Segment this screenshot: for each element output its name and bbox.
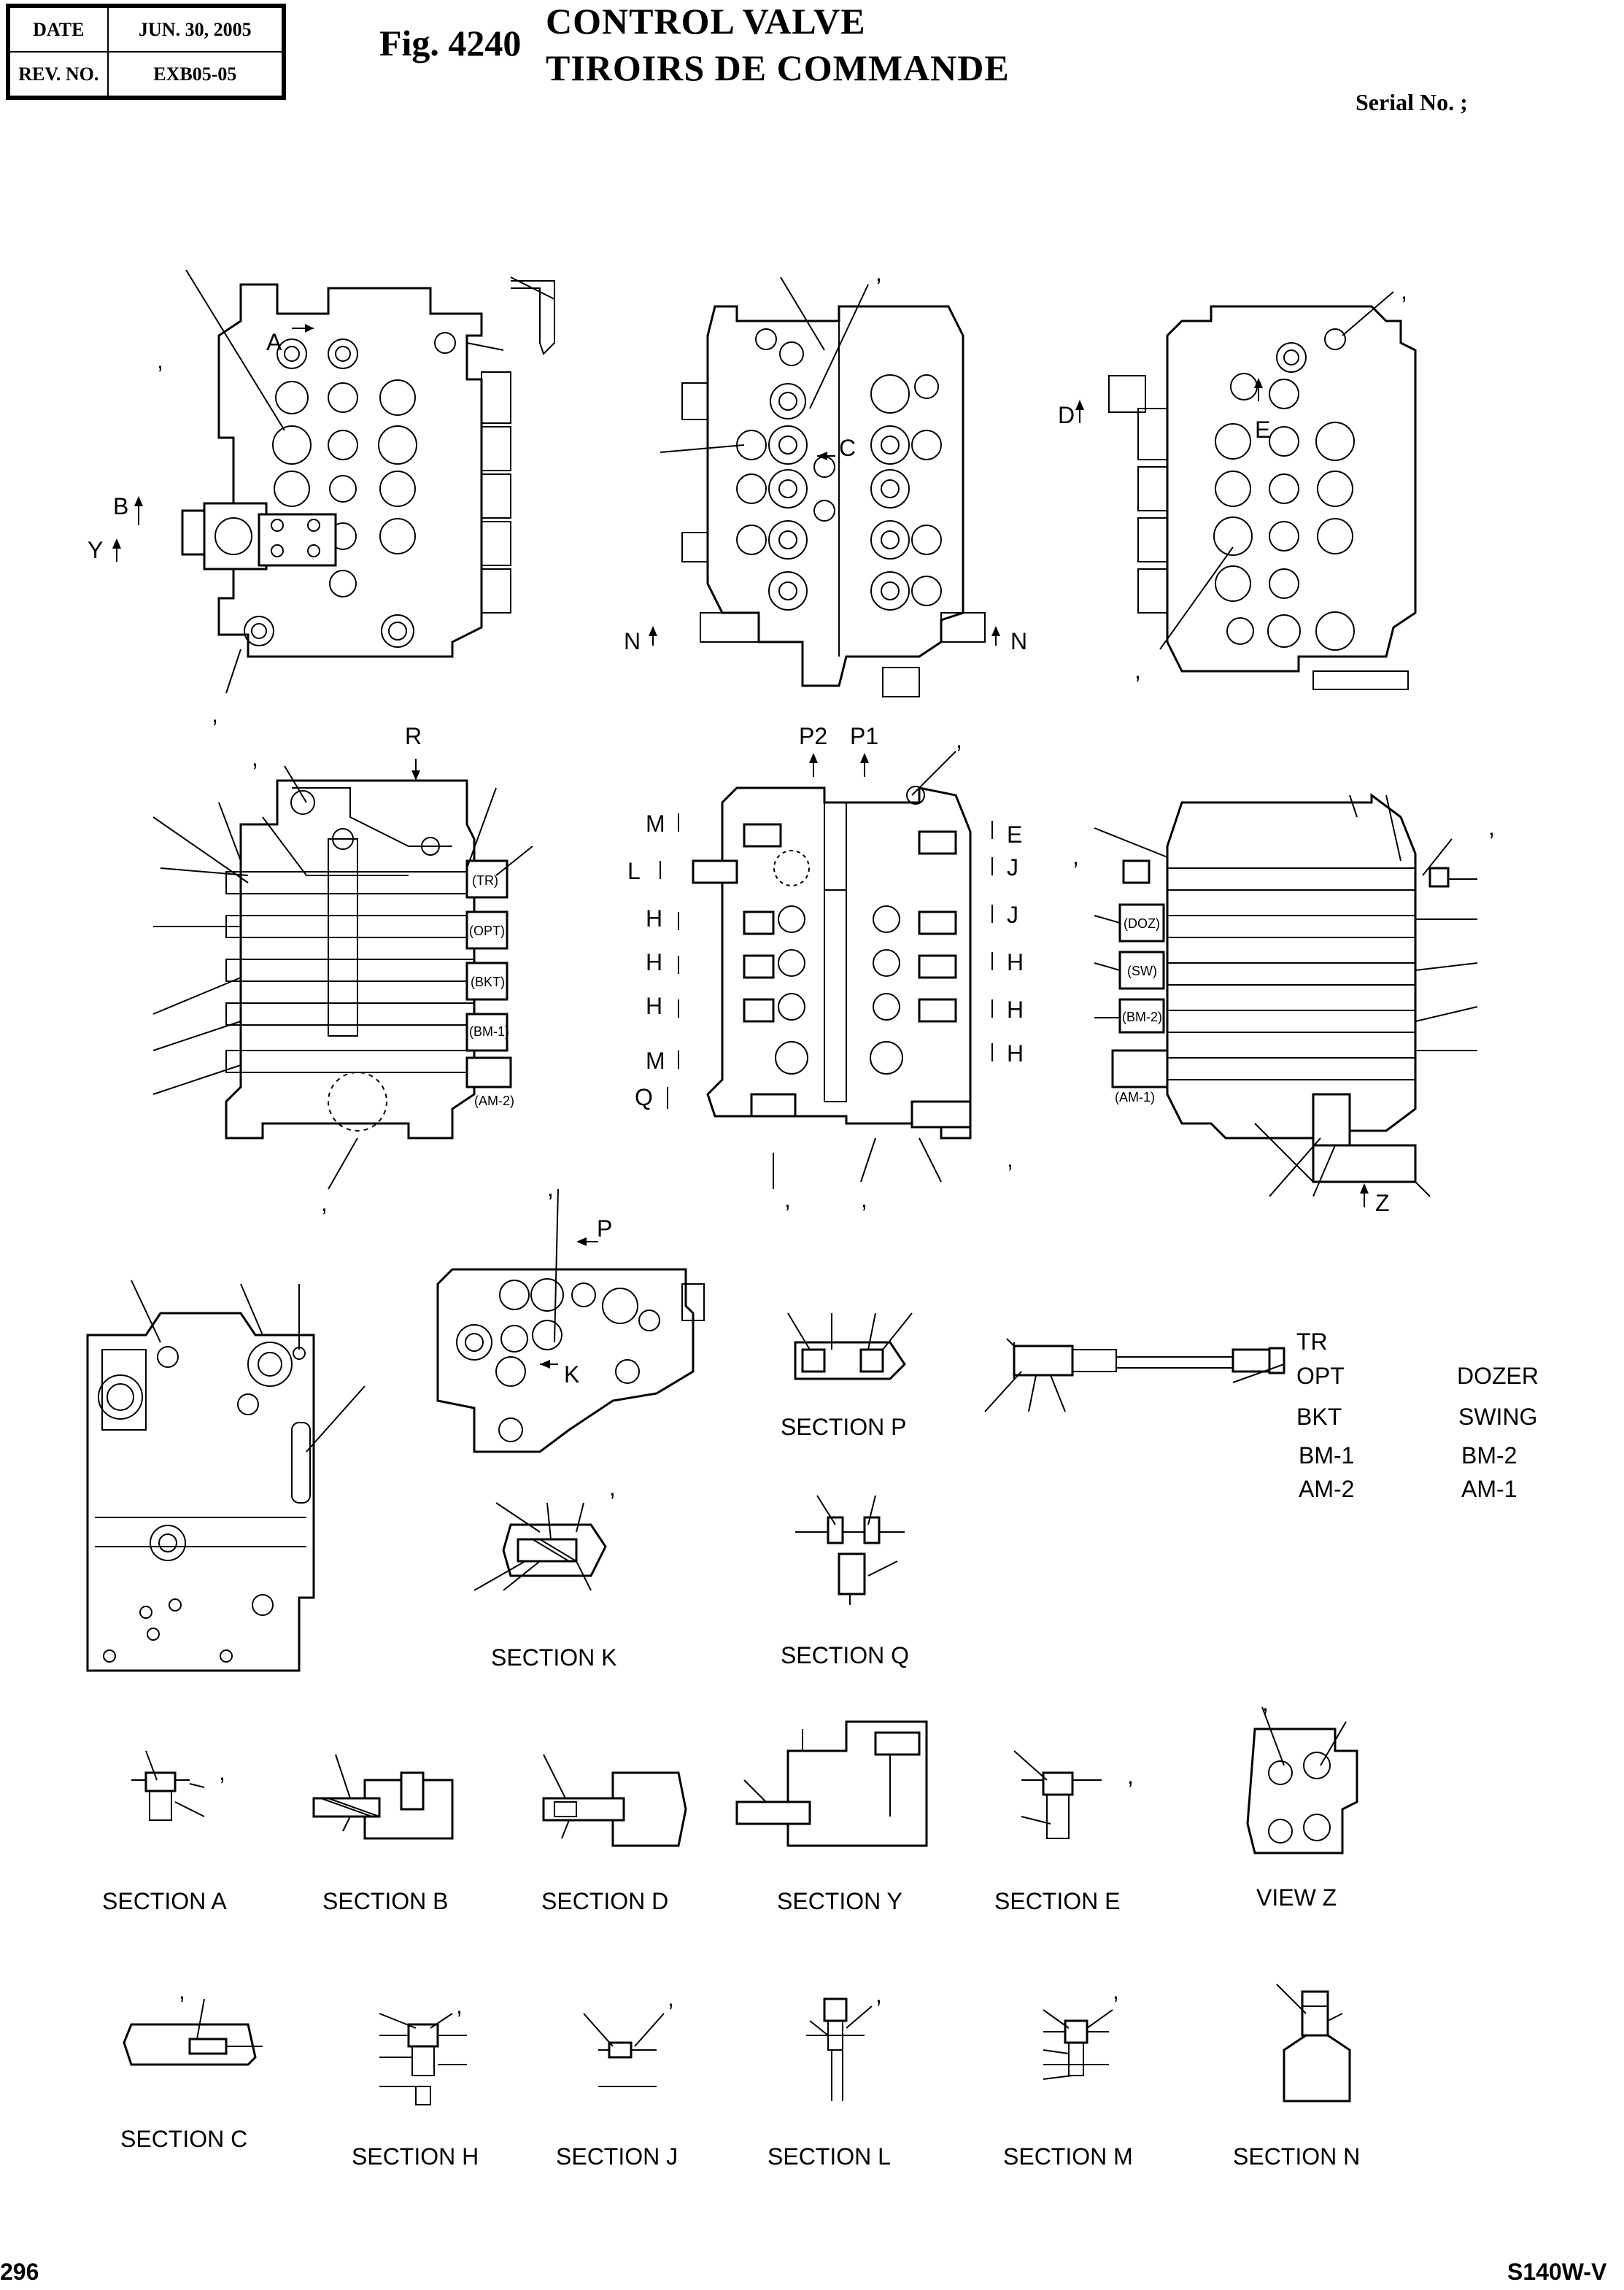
view-label-j: J [1007,902,1018,928]
section-b-label: SECTION B [322,1888,449,1914]
section-k-drawing [474,1474,616,1590]
section-e-drawing [1014,1751,1134,1838]
callout-comma: , [609,1474,616,1501]
callout-comma: , [1134,657,1141,684]
spool-tag-tr: (TR) [472,873,498,888]
spool-tag-opt: (OPT) [469,924,505,938]
view-label-r: R [405,723,422,749]
spool-tag-bm2: (BM-2) [1122,1010,1162,1024]
section-m-label: SECTION M [1003,2143,1133,2170]
spool-assembly [985,1339,1284,1412]
section-c-label: SECTION C [120,2126,248,2152]
callout-comma: , [321,1190,328,1216]
serial-number: Serial No. ; [1356,89,1468,115]
callout-comma: , [1488,814,1495,840]
figure-title-fr: TIROIRS DE COMMANDE [546,47,1010,88]
view-label-z: Z [1375,1190,1390,1216]
model-name: S140W-V [1507,2259,1607,2285]
spool-rows [226,872,474,1072]
callout-comma: , [875,260,882,286]
spool-tag-am2: (AM-2) [474,1094,514,1108]
callout-comma: , [1072,843,1079,870]
section-l-label: SECTION L [767,2143,891,2170]
view-label-p: P [597,1215,613,1242]
section-y-label: SECTION Y [777,1888,902,1914]
view-label-n-right: N [1010,628,1028,654]
view-label-e: E [1007,821,1023,848]
callout-comma: , [179,1978,185,2004]
section-q-drawing [795,1496,905,1605]
legend-dozer: DOZER [1457,1363,1539,1389]
callout-comma: , [1401,278,1407,304]
section-p-label: SECTION P [781,1414,907,1440]
callout-comma: , [252,745,258,771]
view-z-drawing [1248,1690,1357,1853]
view-label-y: Y [88,537,104,563]
view-label-h: H [1007,1040,1024,1067]
view-label-e: E [1255,417,1271,443]
section-m-drawing [1043,1978,1119,2079]
callout-comma: , [1113,1978,1119,2004]
view-label-m: M [646,811,665,837]
callout-comma: , [219,1759,225,1785]
spool-tag-doz: (DOZ) [1124,916,1160,931]
figure-title-en: CONTROL VALVE [546,1,866,42]
view-label-k: K [564,1361,580,1388]
view-label-q: Q [635,1084,653,1110]
view-z-label: VIEW Z [1256,1884,1337,1911]
callout-comma: , [1262,1690,1269,1716]
rev-label: REV. NO. [9,52,108,96]
spool-tag-bm1: (BM-1) [469,1024,509,1039]
figure-number: Fig. 4240 [379,23,522,63]
view-label-n-left: N [624,628,641,654]
view-label-h: H [1007,949,1024,975]
section-d-drawing [544,1755,686,1846]
callout-comma: , [956,727,962,753]
spool-legend [1296,1328,1539,1502]
section-y-drawing [737,1722,927,1846]
pump-side-view [438,1175,704,1452]
section-h-label: SECTION H [352,2143,479,2170]
view-label-j: J [1007,854,1018,881]
valve-view-top-left [88,270,554,727]
spool-view-right [1072,795,1495,1216]
spool-tag-sw: (SW) [1127,964,1157,978]
section-c-drawing [124,1978,263,2065]
callout-comma: , [547,1175,554,1202]
view-label-h: H [646,949,663,975]
section-j-label: SECTION J [556,2143,678,2170]
rev-value: EXB05-05 [108,52,282,96]
section-q-label: SECTION Q [781,1642,910,1668]
spool-tag-am1: (AM-1) [1115,1090,1155,1105]
plate-view [88,1280,365,1671]
callout-comma: , [861,1186,867,1212]
callout-comma: , [456,1992,463,2019]
view-label-h: H [1007,997,1024,1023]
date-value: JUN. 30, 2005 [108,7,282,52]
section-a-drawing [131,1751,225,1820]
callout-comma: , [157,347,163,374]
section-d-label: SECTION D [541,1888,669,1914]
view-label-b: B [113,493,129,519]
callout-comma: , [212,701,218,727]
legend-swing: SWING [1458,1404,1538,1430]
callout-comma: , [668,1985,674,2011]
view-label-p2: P2 [799,723,828,749]
view-label-h: H [646,993,663,1019]
legend-bm2: BM-2 [1461,1442,1517,1469]
callout-comma: , [875,1981,882,2008]
date-label: DATE [9,7,108,52]
spool-view-center [627,723,1024,1212]
valve-view-top-center [624,260,1027,697]
legend-am1: AM-1 [1461,1476,1517,1502]
view-label-a: A [266,329,282,355]
legend-bkt: BKT [1296,1404,1342,1430]
page-number: 296 [0,2259,39,2285]
view-label-c: C [839,435,857,461]
section-h-drawing [379,1992,467,2105]
section-e-label: SECTION E [994,1888,1121,1914]
view-label-m: M [646,1048,665,1074]
legend-tr: TR [1296,1328,1328,1355]
legend-am2: AM-2 [1299,1476,1355,1502]
spool-view-left [153,723,533,1216]
section-j-drawing [584,1985,674,2086]
legend-bm1: BM-1 [1299,1442,1355,1469]
section-k-label: SECTION K [491,1644,617,1671]
view-label-h: H [646,905,663,932]
section-a-label: SECTION A [102,1888,227,1914]
valve-view-top-right [1058,278,1415,689]
callout-comma: , [1007,1146,1013,1172]
legend-opt: OPT [1296,1363,1345,1389]
spool-tag-bkt: (BKT) [471,975,505,989]
view-label-l: L [627,858,641,884]
section-n-drawing [1277,1984,1350,2101]
view-label-d: D [1058,402,1075,428]
callout-comma: , [784,1186,791,1212]
section-l-drawing [806,1981,882,2101]
callout-comma: , [1127,1763,1134,1789]
view-label-p1: P1 [850,723,879,749]
section-n-label: SECTION N [1233,2143,1361,2170]
spool-rows-right [1167,868,1415,1080]
section-p-drawing [788,1313,912,1379]
section-b-drawing [314,1755,452,1838]
